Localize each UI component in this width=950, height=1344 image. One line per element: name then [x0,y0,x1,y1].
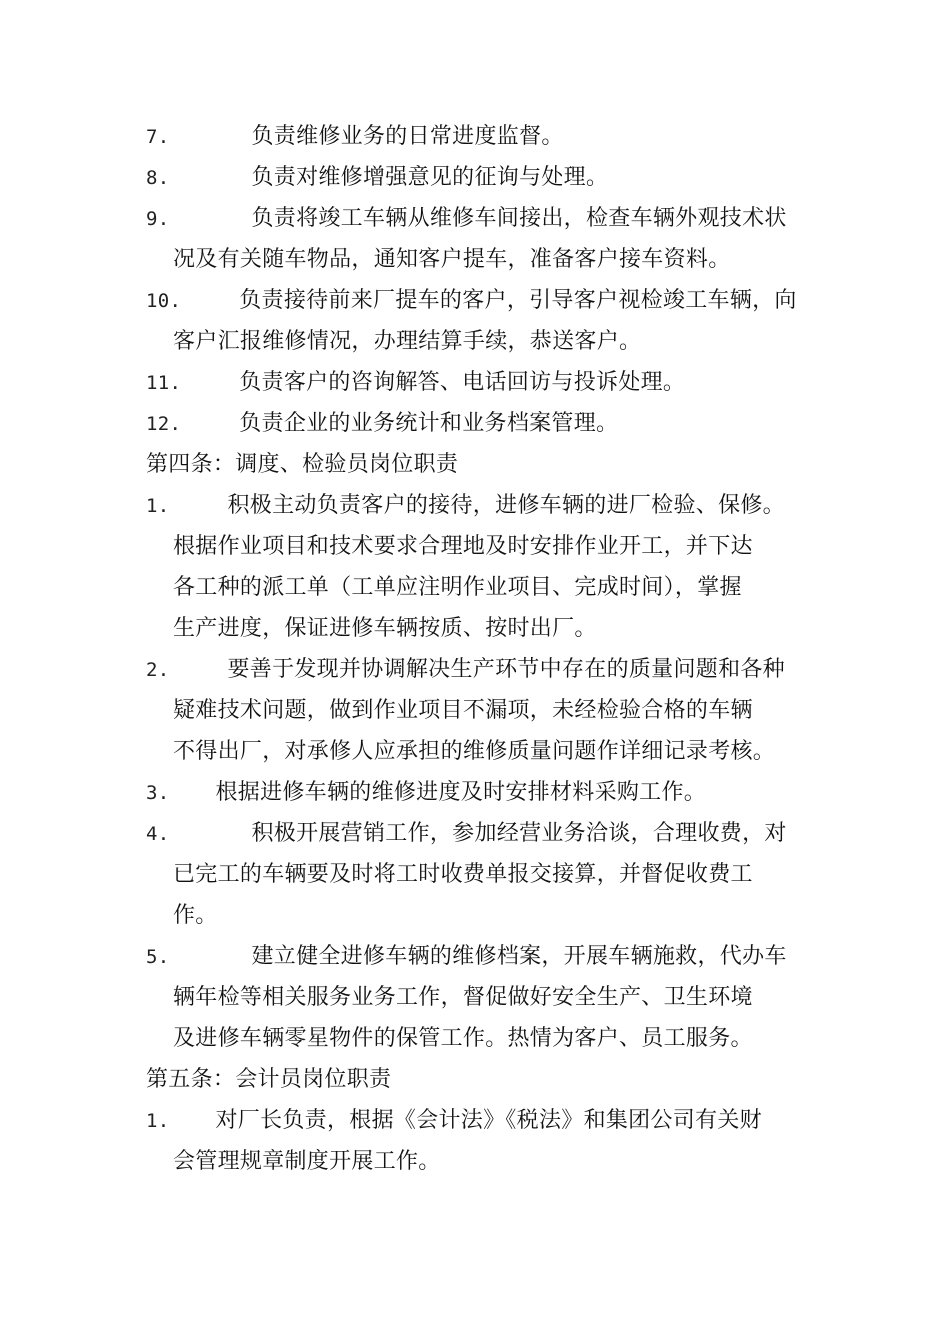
list-item [146,649,826,772]
list-item-continuation: 各工种的派工单（工单应注明作业项目、完成时间），掌握 [173,575,742,600]
list-item-text: 负责将竣工车辆从维修车间接出，检查车辆外观技术状 [251,206,787,231]
list-item-continuation: 辆年检等相关服务业务工作，督促做好安全生产、卫生环境 [173,985,753,1010]
list-item [146,116,826,157]
list-item-continuation: 生产进度，保证进修车辆按质、按时出厂。 [173,616,597,641]
list-item [146,198,826,280]
list-item-text: 根据进修车辆的维修进度及时安排材料采购工作。 [215,780,707,805]
list-item-continuation: 不得出厂，对承修人应承担的维修质量问题作详细记录考核。 [173,739,776,764]
list-item-line [146,362,826,403]
list-item-number: 7. [146,126,170,148]
list-item-text: 对厂长负责，根据《会计法》《税法》和集团公司有关财 [215,1108,762,1133]
list-item-line [146,772,826,813]
list-item-line [146,649,826,690]
list-item-number: 11. [146,372,182,394]
list-item-continuation: 况及有关随车物品，通知客户提车，准备客户接车资料。 [173,247,731,272]
list-item-continuation: 根据作业项目和技术要求合理地及时安排作业开工，并下达 [173,534,753,559]
list-item [146,936,826,1059]
document-body [146,116,826,1182]
list-item-number: 9. [146,208,170,230]
list-item-line [146,157,826,198]
list-item [146,772,826,813]
list-item-number: 12. [146,413,182,435]
list-item-text: 负责企业的业务统计和业务档案管理。 [239,411,619,436]
list-item-number: 8. [146,167,170,189]
list-item [146,280,826,362]
list-item-number: 1. [146,495,170,517]
list-item [146,813,826,936]
list-item-text: 负责客户的咨询解答、电话回访与投诉处理。 [239,370,686,395]
list-item-line [146,198,826,239]
list-item [146,1100,826,1182]
list-item-line [146,403,826,444]
list-item [146,157,826,198]
list-item [146,485,826,649]
list-item [146,403,826,444]
list-item-text: 负责接待前来厂提车的客户，引导客户视检竣工车辆，向 [239,288,797,313]
list-item-line [146,485,826,526]
list-item-line [146,1100,826,1141]
list-item-text: 积极主动负责客户的接待，进修车辆的进厂检验、保修。 [227,493,785,518]
list-item-continuation: 疑难技术问题，做到作业项目不漏项，未经检验合格的车辆 [173,698,753,723]
list-item-continuation: 会管理规章制度开展工作。 [173,1149,441,1174]
list-item-line [146,813,826,854]
list-item-line [146,116,826,157]
list-item-text: 要善于发现并协调解决生产环节中存在的质量问题和各种 [227,657,785,682]
list-item-number: 2. [146,659,170,681]
list-item-number: 10. [146,290,182,312]
list-item-continuation: 作。 [173,903,218,928]
list-item-continuation: 及进修车辆零星物件的保管工作。热情为客户、员工服务。 [173,1026,753,1051]
list-item-line [146,936,826,977]
list-item [146,362,826,403]
list-item-text: 积极开展营销工作，参加经营业务洽谈，合理收费，对 [251,821,787,846]
list-item-number: 4. [146,823,170,845]
list-item-line [146,280,826,321]
list-item-text: 负责对维修增强意见的征询与处理。 [251,165,609,190]
list-item-continuation: 客户汇报维修情况，办理结算手续，恭送客户。 [173,329,642,354]
list-item-text: 负责维修业务的日常进度监督。 [251,124,564,149]
list-item-number: 5. [146,946,170,968]
article-heading: 第五条：会计员岗位职责 [146,1067,392,1092]
list-item-continuation: 已完工的车辆要及时将工时收费单报交接算，并督促收费工 [173,862,753,887]
list-item-number: 1. [146,1110,170,1132]
list-item-number: 3. [146,782,170,804]
list-item-text: 建立健全进修车辆的维修档案，开展车辆施救，代办车 [251,944,787,969]
article-heading: 第四条：调度、检验员岗位职责 [146,452,459,477]
